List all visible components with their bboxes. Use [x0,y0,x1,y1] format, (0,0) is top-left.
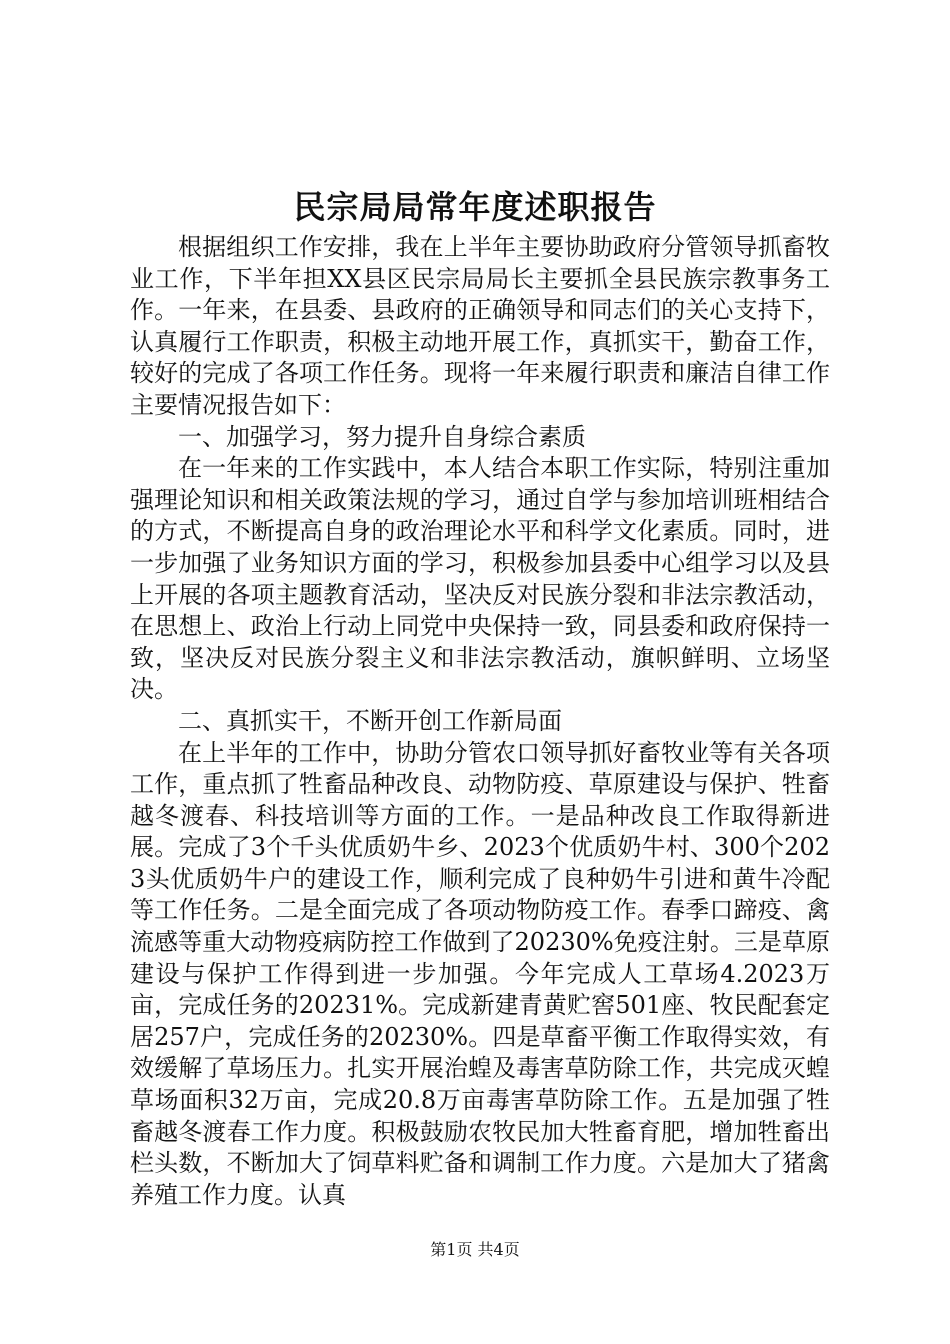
document-title: 民宗局局常年度述职报告 [293,188,657,226]
section-heading-2: 二、真抓实干，不断开创工作新局面 [178,706,562,735]
paragraph-section-2: 在上半年的工作中，协助分管农口领导抓好畜牧业等有关各项工作，重点抓了牲畜品种改良、动物防疫、草原建设与保护、牲畜越冬渡春、科技培训等方面的工作。一是品种改良工作取得新进展。完成了3个千头优质奶牛乡、2023个优质奶牛村、300个2023头优质奶牛户的建设工作，顺利完成了良种奶牛引进和黄牛冷配等工作任务。二是全面完成了各项动物防疫工作。春季口蹄疫、禽流感等重大动物疫病防控工作做到了20230%免疫注射。三是草原建设与保护工作得到进一步加强。今年完成人工草场4.2023万亩，完成任务的20231%。完成新建青黄贮窖501座、牧民配套定居257户，完成任务的20230%。四是草畜平衡工作取得实效，有效缓解了草场压力。扎实开展治蝗及毒害草防除工作，共完成灭蝗草场面积32万亩，完成20.8万亩毒害草防除工作。五是加强了牲畜越冬渡春工作力度。积极鼓励农牧民加大牲畜育肥，增加牲畜出栏头数，不断加大了饲草料贮备和调制工作力度。六是加大了猪禽养殖工作力度。认真 [130,738,830,1209]
paragraph-intro: 根据组织工作安排，我在上半年主要协助政府分管领导抓畜牧业工作，下半年担XX县区民宗局局长主要抓全县民族宗教事务工作。一年来，在县委、县政府的正确领导和同志们的关心支持下，认真履行工作职责，积极主动地开展工作，真抓实干，勤奋工作，较好的完成了各项工作任务。现将一年来履行职责和廉洁自律工作主要情况报告如下： [130,233,830,419]
document-body [130,232,830,1211]
section-heading-1: 一、加强学习，努力提升自身综合素质 [178,422,586,451]
paragraph-section-1: 在一年来的工作实践中，本人结合本职工作实际，特别注重加强理论知识和相关政策法规的学习，通过自学与参加培训班相结合的方式，不断提高自身的政治理论水平和科学文化素质。同时，进一步加强了业务知识方面的学习，积极参加县委中心组学习以及县上开展的各项主题教育活动，坚决反对民族分裂和非法宗教活动，在思想上、政治上行动上同党中央保持一致，同县委和政府保持一致，坚决反对民族分裂主义和非法宗教活动，旗帜鲜明、立场坚决。 [130,454,830,704]
page-number: 第1页 共4页 [430,1240,520,1259]
